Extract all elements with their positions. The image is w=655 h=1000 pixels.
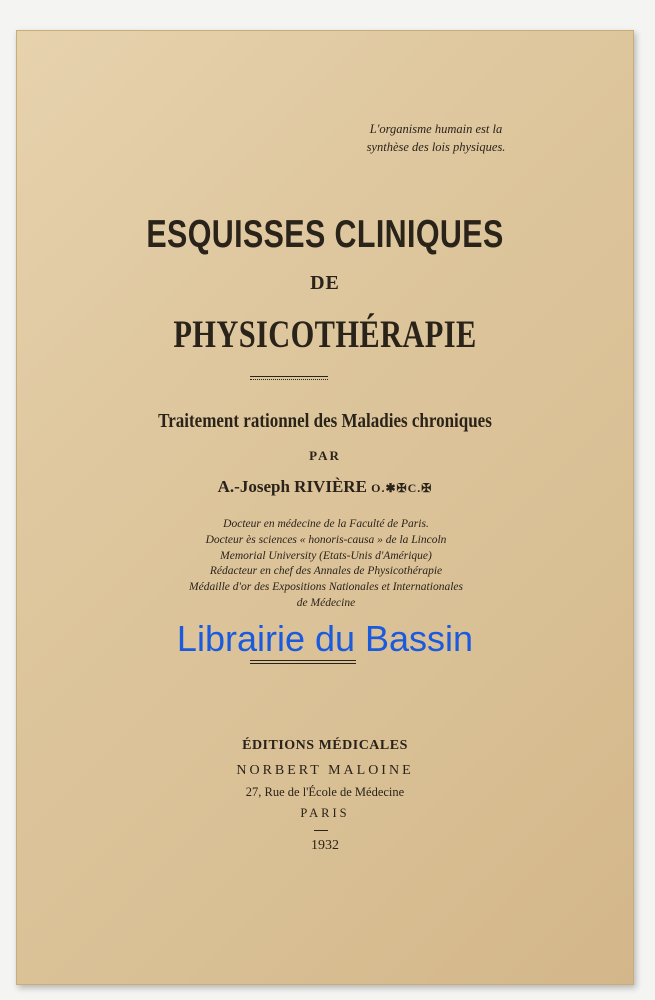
double-rule bbox=[250, 663, 356, 664]
publisher-city: PARIS bbox=[300, 806, 350, 820]
bookseller-watermark: Librairie du Bassin bbox=[176, 618, 474, 659]
author-orders: O.✱✠C.✠ bbox=[371, 481, 433, 495]
credential-line: de Médecine bbox=[296, 596, 356, 609]
credential-line: Médaille d'or des Expositions Nationales et Internationales bbox=[189, 581, 463, 594]
book-cover bbox=[16, 30, 634, 985]
epigraph-line: L'organisme humain est la bbox=[369, 122, 503, 136]
ornamental-rule bbox=[250, 379, 328, 380]
title-connector: DE bbox=[310, 272, 340, 294]
epigraph-line: synthèse des lois physiques. bbox=[366, 140, 506, 154]
double-rule bbox=[250, 660, 356, 661]
credential-line: Rédacteur en chef des Annales de Physicothérapie bbox=[209, 565, 443, 578]
separator-dash bbox=[314, 830, 328, 831]
publication-year: 1932 bbox=[311, 838, 339, 853]
by-label: PAR bbox=[309, 448, 341, 463]
ornamental-rule bbox=[250, 376, 328, 377]
title-line-2: PHYSICOTHÉRAPIE bbox=[173, 313, 477, 356]
credential-line: Docteur en médecine de la Faculté de Paris. bbox=[223, 518, 429, 530]
title-line-1: ESQUISSES CLINIQUES bbox=[146, 213, 504, 256]
editions-label: ÉDITIONS MÉDICALES bbox=[242, 738, 408, 753]
subtitle: Traitement rationnel des Maladies chroniques bbox=[158, 410, 492, 432]
publisher-name: NORBERT MALOINE bbox=[236, 763, 414, 778]
credential-line: Docteur ès sciences « honoris-causa » de la Lincoln bbox=[205, 533, 447, 546]
publisher-address: 27, Rue de l'École de Médecine bbox=[245, 785, 405, 799]
author-credentials bbox=[146, 517, 506, 612]
author-line bbox=[16, 477, 634, 497]
epigraph bbox=[346, 120, 526, 156]
author-name: A.-Joseph RIVIÈRE bbox=[217, 477, 367, 496]
credential-line: Memorial University (Etats-Unis d'Amérique) bbox=[220, 549, 432, 562]
